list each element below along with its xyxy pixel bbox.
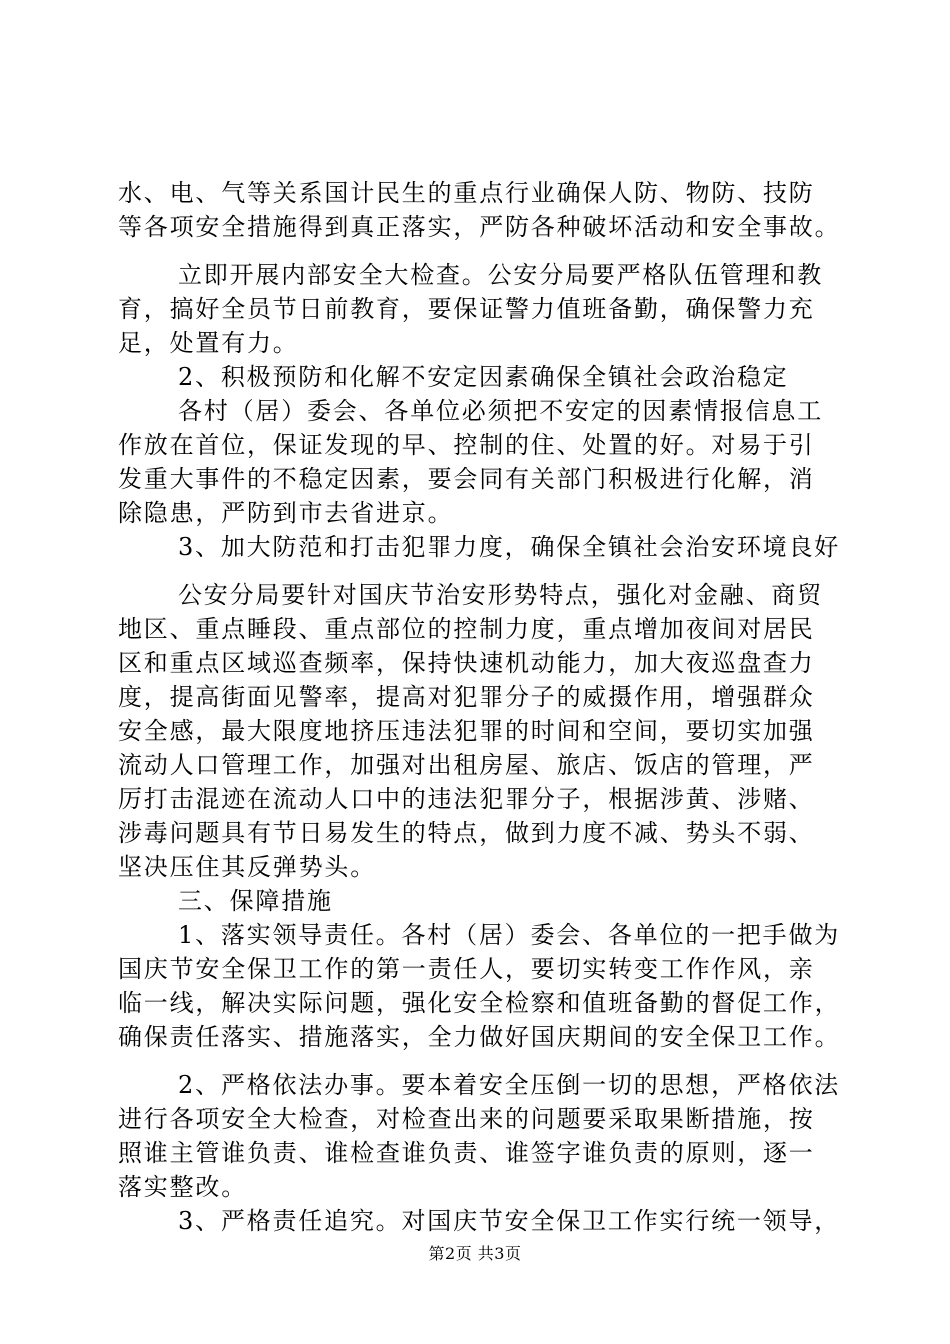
text-line: 涉毒问题具有节日易发生的特点，做到力度不减、势头不弱、 [118,819,815,847]
text-line: 确保责任落实、措施落实，全力做好国庆期间的安全保卫工作。 [118,1023,841,1051]
text-line: 落实整改。 [118,1173,247,1201]
text-line: 2、严格依法办事。要本着安全压倒一切的思想，严格依法 [178,1071,841,1099]
text-line: 各村（居）委会、各单位必须把不安定的因素情报信息工 [178,397,823,425]
text-line: 2、积极预防和化解不安定因素确保全镇社会政治稳定 [178,363,789,391]
text-line: 国庆节安全保卫工作的第一责任人，要切实转变工作作风，亲 [118,955,815,983]
text-line: 3、严格责任追究。对国庆节安全保卫工作实行统一领导， [178,1207,841,1235]
text-line: 等各项安全措施得到真正落实，严防各种破坏活动和安全事故。 [118,213,841,241]
text-line: 厉打击混迹在流动人口中的违法犯罪分子，根据涉黄、涉赌、 [118,785,815,813]
text-line: 临一线，解决实际问题，强化安全检察和值班备勤的督促工作， [118,989,841,1017]
text-line: 除隐患，严防到市去省进京。 [118,499,454,527]
text-line: 安全感，最大限度地挤压违法犯罪的时间和空间，要切实加强 [118,717,815,745]
text-line: 立即开展内部安全大检查。公安分局要严格队伍管理和教 [178,261,823,289]
text-line: 公安分局要针对国庆节治安形势特点，强化对金融、商贸 [178,581,823,609]
text-line: 育，搞好全员节日前教育，要保证警力值班备勤，确保警力充 [118,295,815,323]
text-line: 足，处置有力。 [118,329,299,357]
text-line: 发重大事件的不稳定因素，要会同有关部门积极进行化解，消 [118,465,815,493]
text-line: 作放在首位，保证发现的早、控制的住、处置的好。对易于引 [118,431,815,459]
text-line: 地区、重点睡段、重点部位的控制力度，重点增加夜间对居民 [118,615,815,643]
text-line: 区和重点区域巡查频率，保持快速机动能力，加大夜巡盘查力 [118,649,815,677]
text-line: 照谁主管谁负责、谁检查谁负责、谁签字谁负责的原则，逐一 [118,1139,815,1167]
section-heading: 三、保障措施 [178,887,333,915]
text-line: 3、加大防范和打击犯罪力度，确保全镇社会治安环境良好 [178,533,841,561]
text-line: 流动人口管理工作，加强对出租房屋、旅店、饭店的管理，严 [118,751,815,779]
text-line: 进行各项安全大检查，对检查出来的问题要采取果断措施，按 [118,1105,815,1133]
text-line: 水、电、气等关系国计民生的重点行业确保人防、物防、技防 [118,179,815,207]
text-line: 1、落实领导责任。各村（居）委会、各单位的一把手做为 [178,921,841,949]
page-footer: 第2页 共3页 [428,1244,522,1263]
text-line: 坚决压住其反弹势头。 [118,853,376,881]
text-line: 度，提高街面见警率，提高对犯罪分子的威摄作用，增强群众 [118,683,815,711]
